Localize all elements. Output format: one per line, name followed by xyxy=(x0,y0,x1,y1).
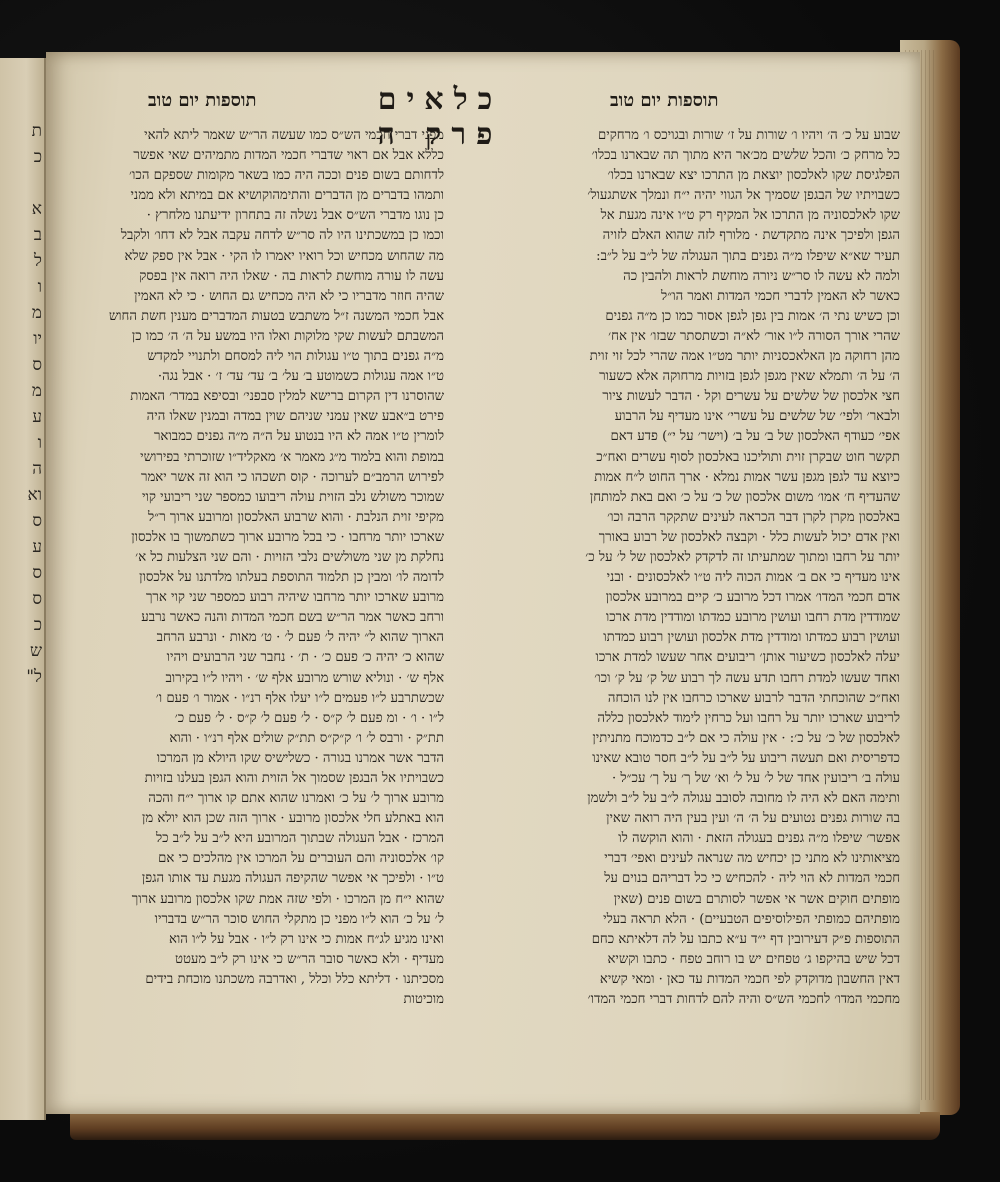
text-line: לדומה לו׳ ומבין כן תלמוד התוספת בעלתו מלדתנו על אלכסון xyxy=(139,570,444,586)
text-line: מרובע שארכו יותר מרחבו שיהיה רבוע כמספר שני קוי ארך xyxy=(145,590,444,606)
text-line: באלכסון מקרן לקרן דבר הכראה לעינים שתקקר הרבה וכו׳ xyxy=(607,509,900,525)
text-line: כאשר לא האמין לדברי חכמי המדות ואמר הו״ל xyxy=(661,288,900,304)
text-line: דאין החשבון מדוקדק לפי חכמי המדות עד כאן · ומאי קשיא xyxy=(599,971,900,987)
text-line: חכמי המדות לא הוי ליה · להכחיש כי כל דבריהם בנוים על xyxy=(604,871,900,887)
text-line: וכן כשיש נתי ה׳ אמות בין גפן לגפן אסור כמו כן מ״ה גפנים xyxy=(605,308,900,324)
text-line: אלף ש׳ · ונוליא שורש מרובע אלף ש׳ · ויהיו ל״ו בקירוב xyxy=(165,670,444,686)
text-line: אינו מעדיף כי אם ב׳ אמות הכוה ליה ט״ו לאלכסונים · ובני xyxy=(606,570,900,586)
text-line: לריבוע שארכו יותר על רחבו ועל כרחין לימוד לאלכסון כללה xyxy=(597,710,900,726)
text-line: יעלה לאלכסון כשיעור אותן׳ ריבועים אחר שעשו למדת ארכו xyxy=(595,650,900,666)
text-line: מ״ה גפנים בתוך ט״ו עגולות הוי ליה למסחם ולתנויי למקדש xyxy=(147,349,444,365)
text-line: אבל חכמי המשנה ז״ל משתבש בטעות המדברים מענין חשת החוש xyxy=(108,308,444,324)
text-line: לדחותם בשום פנים וככה היה כמו בשאר מקומות שספקם הכו׳ xyxy=(128,168,444,184)
text-line: תעיר שא״א שיפלו מ״ה גפנים בתוך העגולה של ל״ב על ל״ב: xyxy=(596,248,900,264)
text-line: מוכיטות xyxy=(403,992,444,1008)
text-line: במופת והוא בלמוד מ״ג מאמר א׳ מאקליד״ו שזוכרתי בפירושי xyxy=(140,449,444,465)
text-line: כיוצא עד לגפן מגפן עשר אמות נמלא · ארך החוט ל״ח אמות xyxy=(594,469,900,485)
text-line: יותר על רחבו ומתוך שמתעיתו זה לדקדק לאלכסון של ל׳ על כ׳ xyxy=(585,549,900,565)
text-line: שמוכר משולש נלב הזוית עולה ריבועו כמספר שני ריבועי קוי xyxy=(142,489,444,505)
text-line: ל״ו · ו׳ · ומ פעם ל׳ ק״ס · ל׳ פעם ל׳ ק״ס · ל׳ פעם כ׳ xyxy=(174,710,444,726)
text-line: ואח״כ שהוכחתי הדבר לרבוע שארכו כרחבו אין לנו הוכחה xyxy=(607,690,900,706)
text-line: כשבויתיו של הבגפן שסמיך אל הגווי יהיה י״ח ונמלך אשתגעול׳ xyxy=(587,188,900,204)
text-line: שארכו יותר מרחבו · כי בכל מרובע ארוך כשתמשוך בו אלכסון xyxy=(131,529,444,545)
text-line: לפירוש הרמב״ם לערוכה · קוס תשכהו כי הוא זה אשר יאמר xyxy=(141,469,444,485)
text-line: שהרי אורך הסורה ל״ו אור׳ לא״ה וכשתסתר שבזו׳ אין אח׳ xyxy=(608,328,900,344)
text-line: הוא באתלע חלי אלכסון מרובע · ארוך הזה שכן הוא יולא מן xyxy=(141,811,444,827)
commentary-column-left xyxy=(80,126,444,1008)
text-line: ואין אדם יכול לעשות כלל · וקבצה לאלכסון של רבוע באורך xyxy=(598,529,900,545)
text-line: מופתיהם כמופתי הפילוסיפים הטבעיים) · הלא תראה בעלי xyxy=(603,911,900,927)
text-line: מסכיתנו · דליתא כלל וכלל , ואדרבה משכתנו מוכחת בידים xyxy=(145,971,444,987)
text-line: לומרין ט״ו אמה לא היו בנטוע על ה״ה מ״ה גפנים כמבואר xyxy=(153,429,444,445)
text-line: שבוע על כ׳ ה׳ ויהיו ו׳ שורות על ז׳ שורות ובגויכס ו׳ מרחקים xyxy=(598,128,900,143)
text-line: מחכמי המדו׳ לחכמי הש״ס והיה להם לדחות דברי חכמי המדו׳ xyxy=(587,992,900,1008)
text-line: ט״ו · ולפיכך אי אפשר שהקיפה העגולה מגעת עד אותו הגפן xyxy=(141,871,444,887)
text-line: אפי׳ כעודף האלכסון של ב׳ על ב׳ (וישר׳ על י״) פדע דאם xyxy=(610,429,900,445)
text-line: מהן רחוקה מן האלאכסניות יותר מט״ו אמה שהרי לכל זוי זוית xyxy=(589,349,900,365)
text-line: נחלקת מן שני משולשים נלבי הזויות · והם שני הצלעות כל א׳ xyxy=(135,549,444,565)
text-line: עולה ב׳ ריבועין אחד של ל׳ על ל׳ וא׳ של ך׳ על ך׳ עכ״ל · xyxy=(611,771,900,786)
text-line: הדבר אשר אמרנו בגורה · כשלישיס שקו היולא מן המרכו xyxy=(156,750,444,766)
text-line: ה׳ על ה׳ ותמלא שאין מגפן לגפן בזויות מרחוקה אלא כשעור xyxy=(599,369,900,385)
text-line: פירט ב״אבע שאין עמני שניהם שוין במדה ובמנין שאלו היה xyxy=(146,409,444,425)
text-line: שהיה חוזר מדבריו כי לא היה מכחיש גם החוש · כי לא האמין xyxy=(134,288,444,304)
text-line: מציאותינו לא מתני כן יכחיש מה שנראה לעינים ואפי׳ דברי xyxy=(604,851,900,867)
text-line: ועושין רבוע כמדתו ומודדין מדת אלכסון ועושין רבוע כמדתו xyxy=(603,630,900,646)
text-line: שהוסרנו דין הקרום ברישא למלין סבפני׳ ובסיפא במדר׳ האמות xyxy=(130,389,444,405)
text-line: שהוא י״ח מן המרכו · ולפי שזה אמת שקו אלכסון מרובע ארוך xyxy=(131,891,444,907)
text-line: שהעדיף ח׳ אמו׳ משום אלכסון של כ׳ על כ׳ ואם באת למותחן xyxy=(589,489,900,505)
text-line: חצי אלכסון של שלשים על עשרים וקל · הדבר לעשות ציור xyxy=(602,389,900,405)
left-page-edge xyxy=(0,58,46,1120)
text-line: תקשר חוט שבקרן זוית ותוליכנו באלכסון לסוף עשרים ואח״כ xyxy=(596,449,900,465)
text-line: אפשר׳ שיפלו מ״ה גפנים בעגולה הזאת · והוא הוקשה לו xyxy=(618,831,900,847)
text-line: הארוך שהוא ל״ יהיה ל׳ פעם ל׳ · ט׳ מאות · ונרבע הרחב xyxy=(156,630,444,646)
text-line: שכשתרבע ל״ו פעמים ל״ו יעלו אלף רנ״ו · אמור ו׳ פעם ו׳ xyxy=(155,690,444,706)
text-line: תת״ק · ורבס ל׳ ו׳ ק״ק״ס תת״ק שולים אלף רנ״ו · והוא xyxy=(169,730,444,746)
text-line: שמודדין מדת רחבו ועושין מרובע כמדתו ומודדין מדת ארכו xyxy=(605,610,900,626)
text-line: כללא אבל אם ראוי שדברי חכמי המדות מתמיהים שאי אפשר xyxy=(133,148,444,164)
text-line: כשבויתיו אל הבגפן שסמוך אל הזוית והוא הגפן בעלנו בזויות xyxy=(144,771,444,786)
text-line: ולבאר׳ ולפי׳ של שלשים על עשרי׳ אינו מעדיף על הרבוע xyxy=(614,409,900,425)
text-line: ואחד שעשו למדת רחבו תדע עשה לך רבוע של ק׳ על ק׳ וכו׳ xyxy=(594,670,900,686)
text-line: כל מרחק כ׳ והכל שלשים מכ׳אר היא מתוך תה שבארנו בכלו׳ xyxy=(591,148,900,164)
running-header-left: תוספות יום טוב xyxy=(148,90,257,111)
text-line: דכל שיש בהיקפו ג׳ טפחים יש בו רוחב טפח · כתבו וקשיא xyxy=(607,951,900,967)
text-line: ותימה האם לא היה לו מחובה לסובב עגולה ל״ב על ל״ב ולשמן xyxy=(587,791,900,807)
text-line: הפלגיסת שקו לאלכסון יוצאת מן התרכו יצא שבארנו בכלו׳ xyxy=(607,168,900,184)
text-line: ט״ו אמה עגולות כשמוטע ב׳ על׳ ב׳ עד׳ עד׳ ז׳ · אבל נגה· xyxy=(157,369,444,385)
text-line: ולמה לא עשה לו סר״ש ניורה מוחשת לראות ולהבין כה xyxy=(623,268,900,284)
text-line: כדפריסית ואם תעשה ריבוע על ל״ב על ל״ב חסר טובא שאינו xyxy=(592,750,900,766)
text-line: שקו לאלכסוניה מן התרכו אל המקיף רק ט״ו אינה מגעת אל xyxy=(600,208,900,224)
commentary-column-right xyxy=(460,126,900,1008)
text-line: מעדיף · ולא כאשר סובר הר״ש כי אינו רק ל״ב מעטט xyxy=(175,951,444,967)
text-line: ותמהו בדברים מן הדברים והתימהוקושיא אם במיתא ולא ממני xyxy=(130,188,444,204)
book-cover-bottom xyxy=(70,1112,940,1140)
running-header-right: תוספות יום טוב xyxy=(610,90,719,111)
text-line: המשבתם לעשות שקי מלוקות ואלו היו במשע על ה׳ ה׳ כמו כן xyxy=(131,328,444,344)
text-line: אדם חכמי המדו׳ אמרו דכל מרובע כ׳ קיים במרובע אלכסון xyxy=(605,590,900,606)
text-line: מקיפי זוית הנלבת · והוא שרבוע האלכסון ומרובע ארוך ר״ל xyxy=(148,509,444,525)
text-line: התוספות פ״ק דעירובין דף י״ד ע״א כתבו על לה דלאיתא כחם xyxy=(591,931,900,947)
text-line: לאלכסון של כ׳ על כ׳: · אין עולה כי אם ל״ב כדמוכח מתניתין xyxy=(592,730,900,746)
text-line: מרובע ארוך ל׳ על כ׳ ואמרנו שהוא אתם קו ארוך י״ח והכה xyxy=(148,791,444,807)
text-line: כן נוגו מדברי הש״ס אבל נשלה זה בתחרון ידיעתנו מלחרץ · xyxy=(146,208,444,224)
text-line: מה שהחוש מכחיש וכל רואיו יאמרו לו הקי · אבל אין ספק שלא xyxy=(124,248,444,264)
text-line: הגפן ולפיכך אינה מתקדשת · מלורף לזה שהוא האלם לזויה xyxy=(602,228,900,244)
text-line: המרכז · אבל העגולה שבתוך המרובע היא ל״ב על ל״ב כל xyxy=(155,831,444,847)
text-line: עשה לו עורה מוחשת לראות בה · שאלו היה רואה אין בפסק xyxy=(139,268,444,284)
text-line: שהוא כ׳ יהיה כ׳ פעם כ׳ · ת׳ · נחבר שני הרבועים ויהיו xyxy=(166,650,444,666)
text-line: ל׳ על כ׳ הוא ל״ו מפני כן מתקלי החוש סוכר הר״ש בדבריו xyxy=(154,911,444,927)
text-line: ואינו מגיע לג״ח אמות כי אינו רק ל״ו · אבל על ל״ו הוא xyxy=(169,931,444,947)
text-line: מופתים חוקים אשר אי אפשר לסותרם בשום פנים (שאין xyxy=(613,891,900,907)
text-line: ורחב כאשר אמר הר״ש בשם חכמי המדות והנה כאשר נרבע xyxy=(141,610,444,626)
left-page-text: ת כ א ב ל ו מ יו ס מ ע ו ה וא ס ע ס ס כ ש ל" xyxy=(26,121,42,687)
text-line: וכמו כן במשכתינו היו לה סר״ש לדחה עקבה אבל לא דחו׳ ולקבל xyxy=(120,228,444,244)
text-line: קו׳ אלכסוניה והם העוברים על המרכו אין מהלכים כי אם xyxy=(158,851,444,867)
text-line: מפני דברי חכמי הש״ס כמו שעשה הר״ש שאמר ליתא להאי xyxy=(144,128,444,143)
running-header-center: כלאים פרק ה xyxy=(377,82,503,152)
text-line: בה שורות גפנים נטועים על ה׳ ה׳ ועין בעין היה רואה שאין xyxy=(606,811,900,827)
